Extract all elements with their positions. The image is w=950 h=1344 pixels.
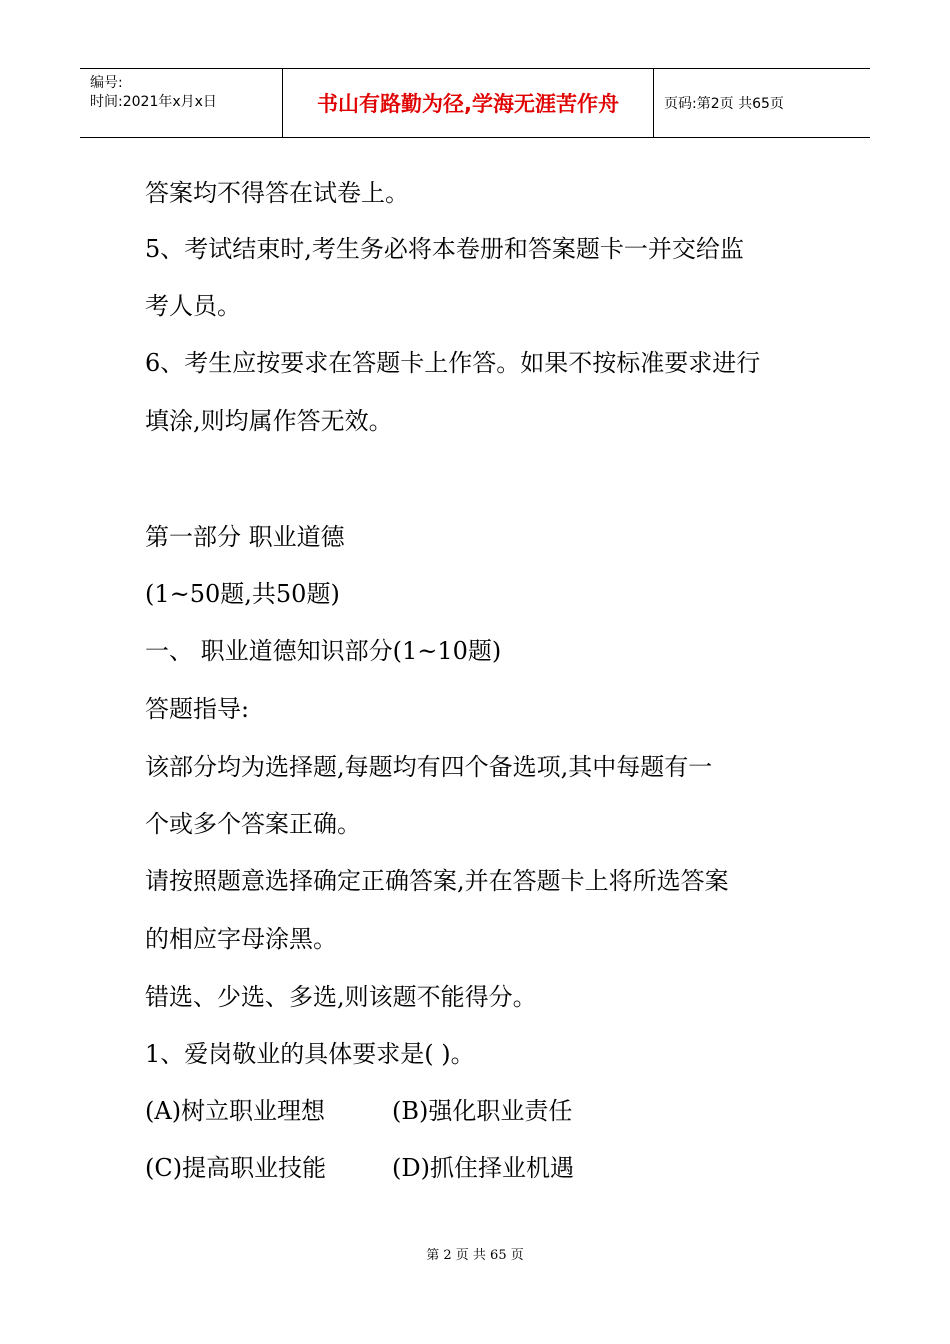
page-header [80, 68, 870, 138]
body-line: 答案均不得答在试卷上。 [145, 179, 409, 207]
instruction-line: 个或多个答案正确。 [145, 810, 361, 838]
subsection-title: 一、 职业道德知识部分(1~10题) [145, 637, 502, 665]
body-line: 填涂,则均属作答无效。 [145, 407, 393, 435]
question-stem: 1、爱岗敬业的具体要求是( )。 [145, 1040, 475, 1068]
question-option-c: (C)提高职业技能 [145, 1154, 327, 1182]
section-range: (1~50题,共50题) [145, 580, 340, 608]
instruction-line: 该部分均为选择题,每题均有四个备选项,其中每题有一 [145, 753, 713, 781]
instruction-line: 的相应字母涂黑。 [145, 925, 337, 953]
question-option-a: (A)树立职业理想 [145, 1097, 326, 1125]
body-line: 6、考生应按要求在答题卡上作答。如果不按标准要求进行 [145, 349, 761, 377]
document-time-label: 时间:2021年x月x日 [90, 94, 217, 110]
document-number-label: 编号: [90, 75, 123, 91]
page-footer: 第 2 页 共 65 页 [426, 1248, 524, 1263]
question-option-d: (D)抓住择业机遇 [392, 1154, 574, 1182]
section-title: 第一部分 职业道德 [145, 523, 345, 551]
header-page-info: 页码:第2页 共65页 [664, 96, 784, 112]
header-meta-cell [80, 69, 282, 137]
question-option-b: (B)强化职业责任 [392, 1097, 573, 1125]
instruction-line: 错选、少选、多选,则该题不能得分。 [145, 983, 537, 1011]
header-motto: 书山有路勤为径,学海无涯苦作舟 [317, 92, 619, 116]
instructions-heading: 答题指导: [145, 695, 250, 723]
body-line: 5、考试结束时,考生务必将本卷册和答案题卡一并交给监 [145, 235, 744, 263]
body-line: 考人员。 [145, 292, 241, 320]
header-divider [653, 69, 654, 137]
instruction-line: 请按照题意选择确定正确答案,并在答题卡上将所选答案 [145, 867, 729, 895]
